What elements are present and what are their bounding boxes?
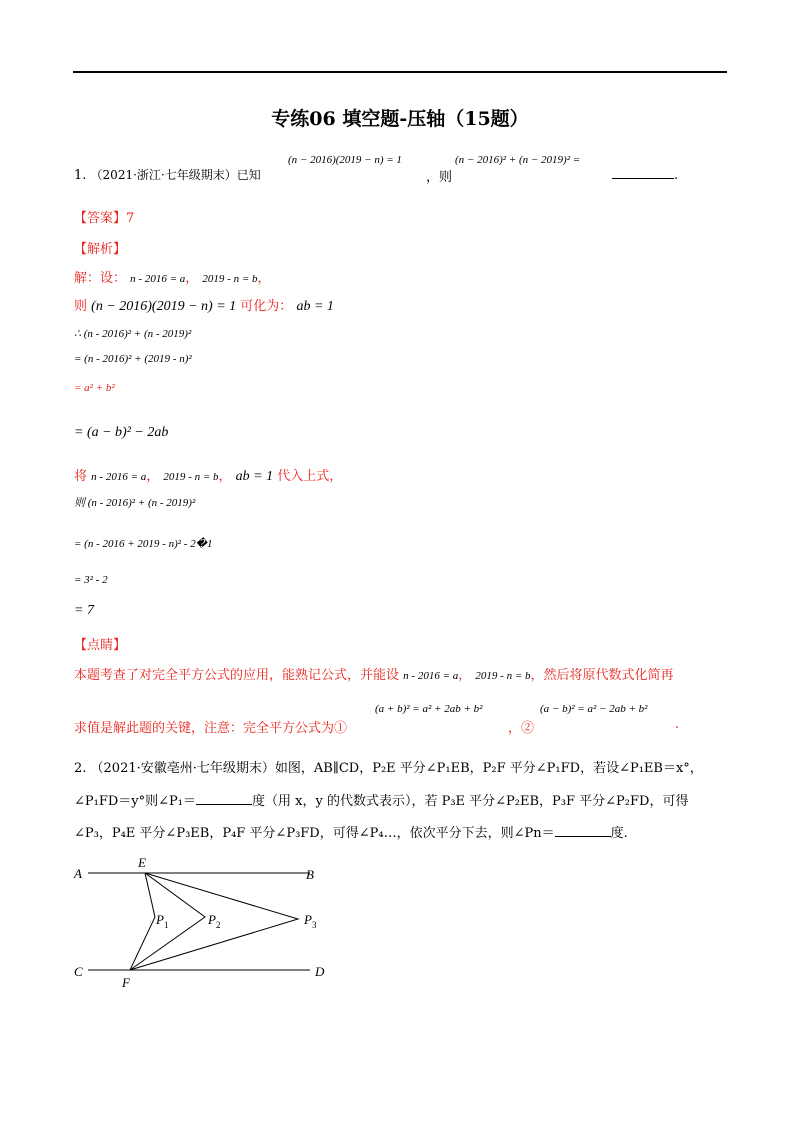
- page-title: 专练06 填空题-压轴（15题）: [271, 108, 529, 130]
- answer-label: 【答案】: [74, 211, 127, 226]
- label-d: D: [315, 964, 325, 979]
- analysis-line-3: ∴ (n - 2016)² + (n - 2019)²: [74, 328, 192, 340]
- comment-end: .: [675, 717, 680, 732]
- q1-then-word: ，则: [426, 170, 453, 185]
- q1-answer-blank: .: [612, 166, 678, 183]
- comment-line-2: 求值是解此题的关键，注意：完全平方公式为①: [74, 721, 348, 736]
- question-1: [74, 166, 261, 183]
- analysis-line-6: = (a − b)² − 2ab: [74, 425, 169, 440]
- answer-line: [74, 207, 134, 226]
- comment-formula-2: (a − b)² = a² − 2ab + b²: [540, 703, 648, 715]
- question-2-line-2: ∠P₁FD＝y°则∠P₁＝ 度（用 x，y 的代数式表示），若 P₃E 平分∠P₂EB，P₃F 平分∠P₂FD，可得: [74, 794, 689, 809]
- label-b: B: [306, 867, 314, 882]
- analysis-line-11: = 7: [74, 603, 94, 618]
- analysis-line-4: = (n - 2016)² + (2019 - n)²: [74, 353, 192, 365]
- analysis-line-5: = a² + b²: [74, 382, 115, 394]
- label-p3: $P_3$: [304, 912, 317, 930]
- answer-value: 7: [126, 211, 135, 226]
- analysis-label: 【解析】: [74, 242, 127, 257]
- question-2-line-3: ∠P₃，P₄E 平分∠P₃EB，P₄F 平分∠P₃FD，可得∠P₄…，依次平分下去，则∠Pn＝ 度.: [74, 826, 628, 841]
- question-2-line-1: 2. （2021·安徽亳州·七年级期末）如图，AB∥CD，P₂E 平分∠P₁EB，P₂F 平分∠P₁FD，若设∠P₁EB＝x°，: [74, 761, 703, 776]
- label-p1: $P_1$: [156, 912, 169, 930]
- q1-expression: (n − 2016)² + (n − 2019)² =: [455, 154, 581, 166]
- analysis-line-10: = 3² - 2: [74, 574, 108, 586]
- label-c: C: [74, 964, 83, 979]
- comment-line-1: 本题考查了对完全平方公式的应用，能熟记公式，并能设 n - 2016 = a， 2019 - n = b，然后将原代数式化简再: [74, 668, 674, 683]
- geometry-figure: [70, 852, 340, 992]
- comment-sep: ，②: [508, 721, 535, 736]
- question-source: （2021·浙江·七年级期末）已知: [90, 168, 261, 182]
- question-number: 1.: [74, 168, 87, 183]
- comment-label: 【点睛】: [74, 638, 127, 653]
- analysis-line-1: 解：设： n - 2016 = a， 2019 - n = b，: [74, 271, 271, 286]
- analysis-line-9: = (n - 2016 + 2019 - n)² - 2�1: [74, 538, 213, 550]
- label-p2: $P_2$: [208, 912, 221, 930]
- header-rule: [73, 71, 727, 73]
- label-a: A: [74, 866, 82, 881]
- analysis-line-2: 则 (n − 2016)(2019 − n) = 1 可化为： ab = 1: [74, 299, 334, 314]
- label-e: E: [138, 855, 146, 870]
- comment-formula-1: (a + b)² = a² + 2ab + b²: [375, 703, 483, 715]
- analysis-line-7: 将 n - 2016 = a， 2019 - n = b， ab = 1 代入上式，: [74, 469, 343, 484]
- q1-given-formula: (n − 2016)(2019 − n) = 1: [288, 154, 402, 166]
- analysis-line-8: 则 (n - 2016)² + (n - 2019)²: [74, 497, 196, 509]
- label-f: F: [122, 975, 130, 990]
